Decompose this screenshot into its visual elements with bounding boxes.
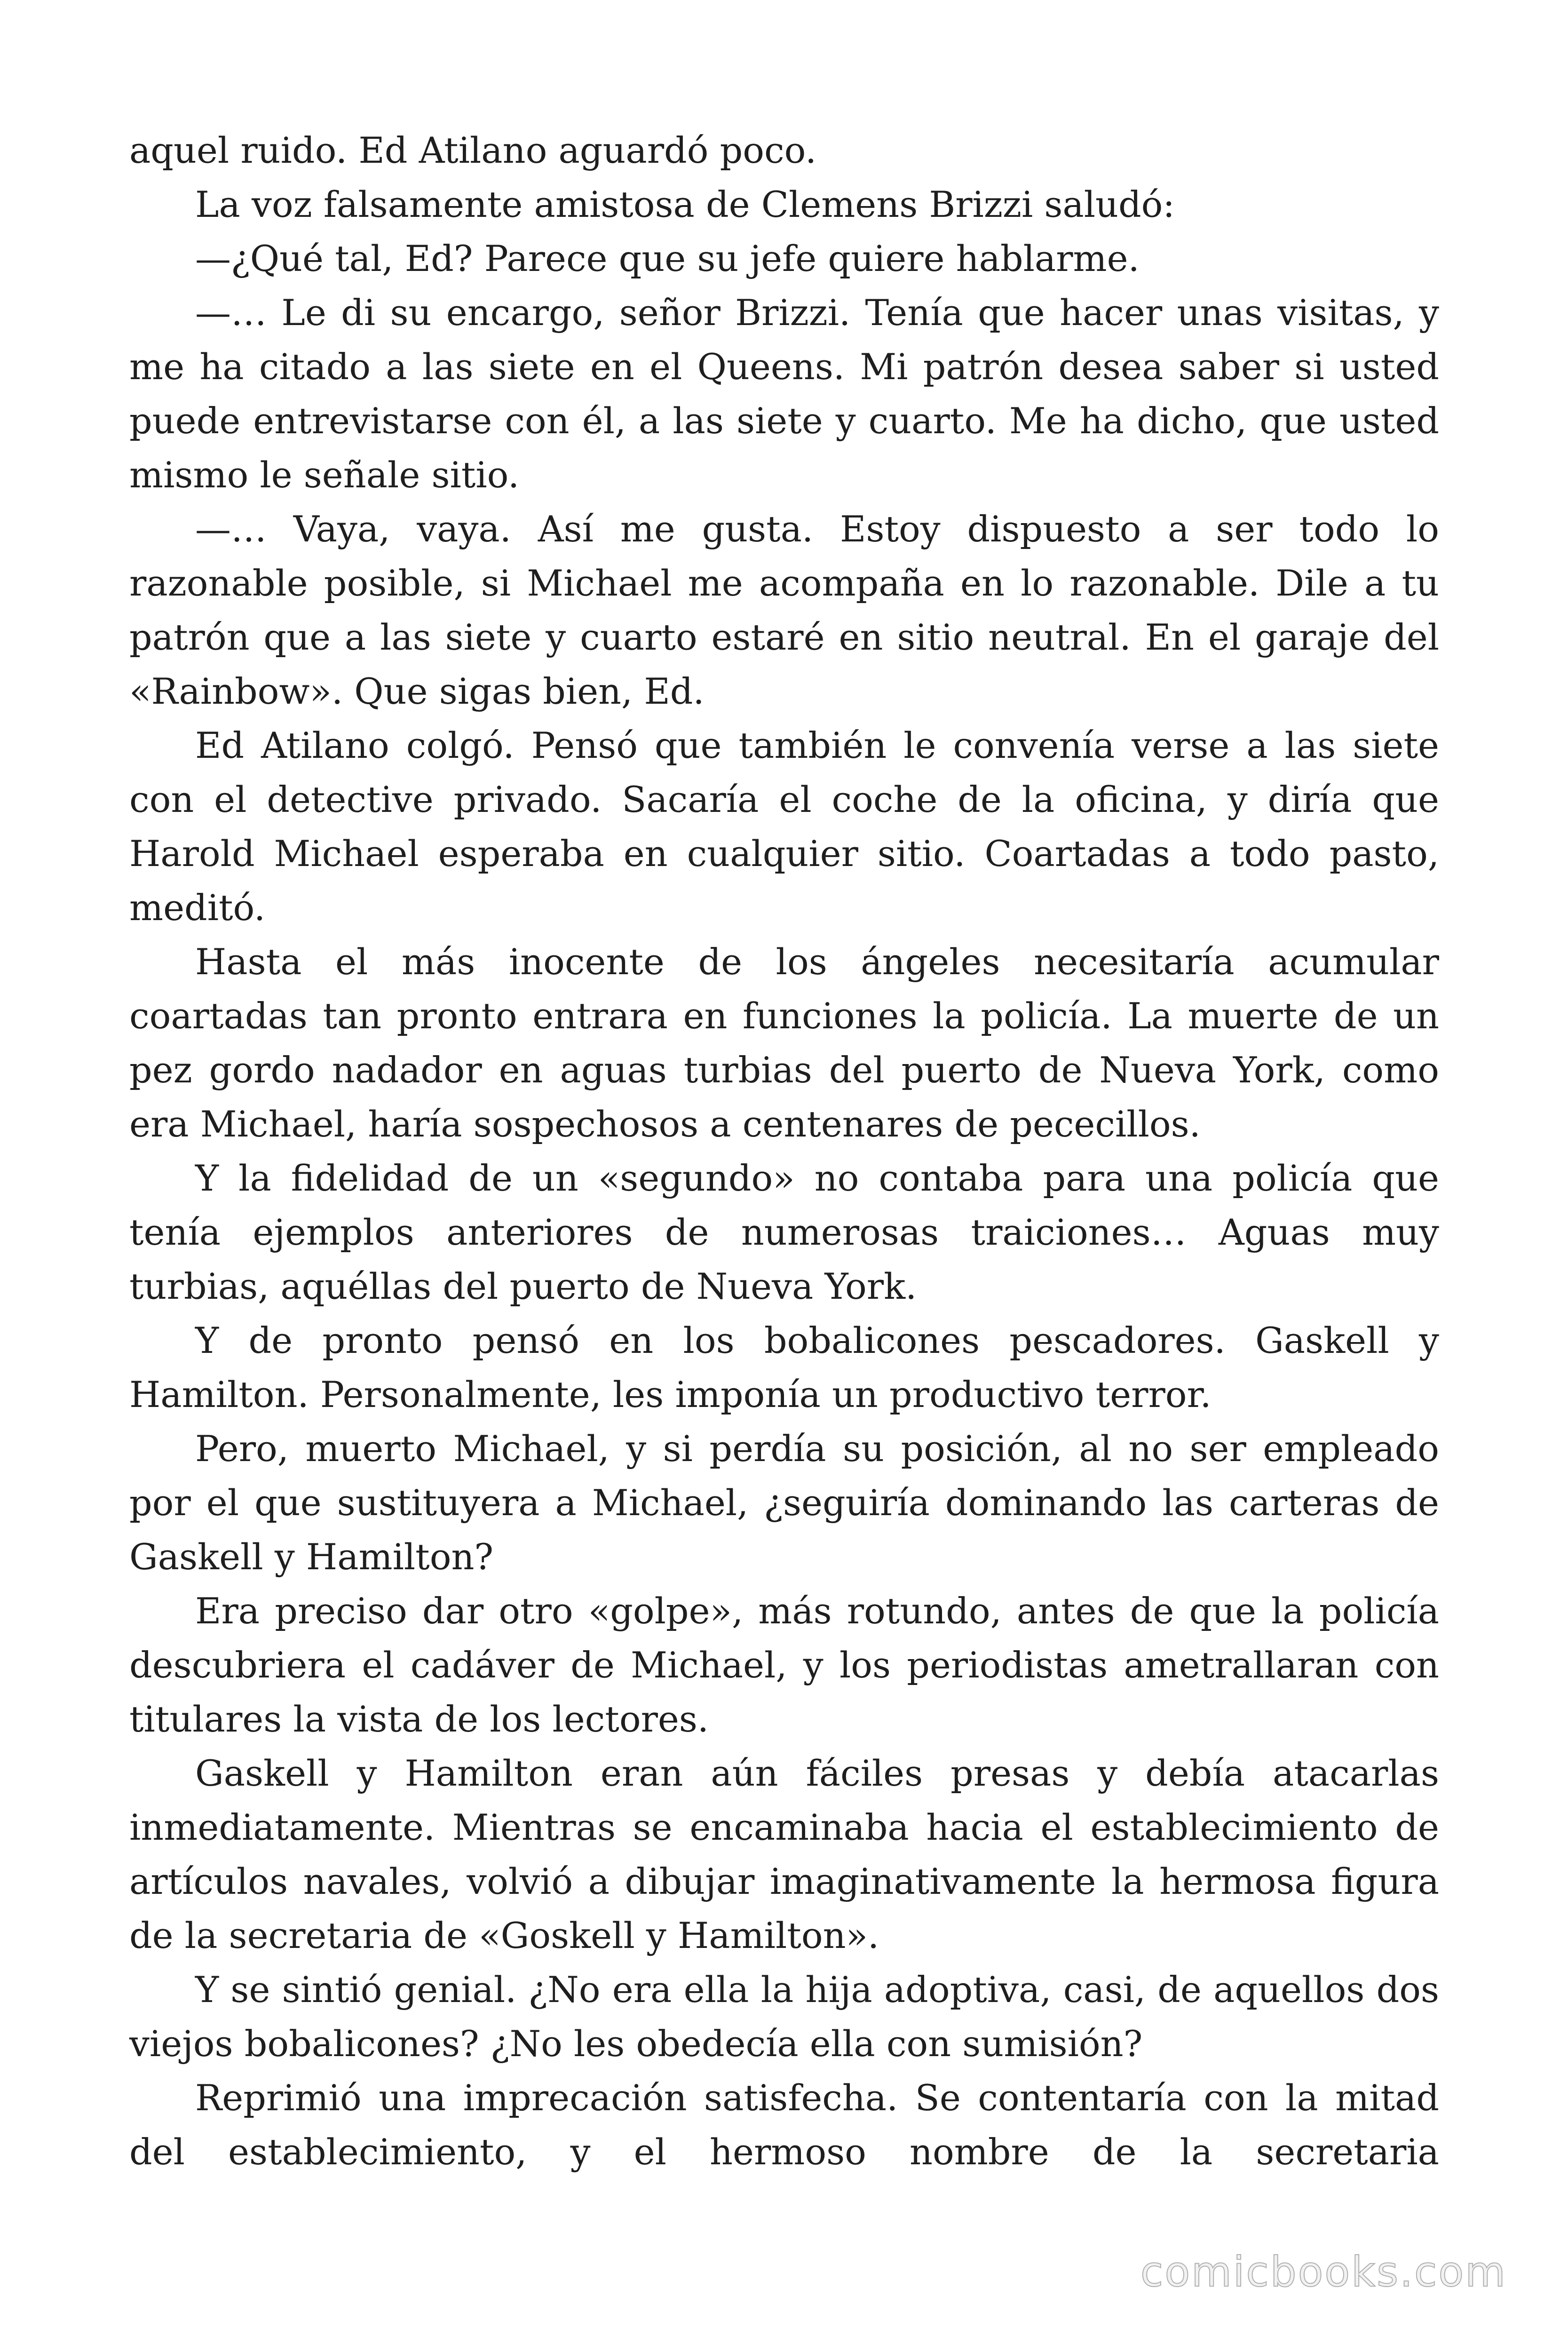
paragraph: aquel ruido. Ed Atilano aguardó poco. — [129, 129, 817, 171]
paragraph: —… Vaya, vaya. Así me gusta. Estoy dispuesto a ser todo lo razonable posible, si Michael me acompaña en lo razonable. Dile a tu patrón que a las siete y cuarto estaré en sitio neutral. En el garaje del «Rainbow». Que sigas bien, Ed. — [129, 508, 1439, 712]
paragraph: Y de pronto pensó en los bobalicones pescadores. Gaskell y Hamilton. Personalmente, les imponía un productivo terror. — [129, 1319, 1439, 1415]
paragraph: La voz falsamente amistosa de Clemens Brizzi saludó: — [195, 183, 1175, 225]
paragraph: —… Le di su encargo, señor Brizzi. Tenía que hacer unas visitas, y me ha citado a las siete en el Queens. Mi patrón desea saber si usted puede entrevistarse con él, a las siete y cuarto. Me ha dicho, que usted mismo le señale sitio. — [129, 292, 1439, 496]
paragraph: Era preciso dar otro «golpe», más rotundo, antes de que la policía descubriera el cadáver de Michael, y los periodistas ametrallaran con titulares la vista de los lectores. — [129, 1590, 1439, 1740]
paragraph: Pero, muerto Michael, y si perdía su posición, al no ser empleado por el que sustituyera a Michael, ¿seguiría dominando las carteras de Gaskell y Hamilton? — [129, 1428, 1439, 1578]
paragraph: Gaskell y Hamilton eran aún fáciles presas y debía atacarlas inmediatamente. Mientras se encaminaba hacia el establecimiento de artículos navales, volvió a dibujar imaginativamente la hermosa figura de la secretaria de «Goskell y Hamilton». — [129, 1752, 1439, 1956]
paragraph: Reprimió una imprecación satisfecha. Se contentaría con la mitad del establecimiento, y el hermoso nombre de la secretaria — [129, 2077, 1439, 2173]
watermark: comicbooks.com — [1140, 2248, 1507, 2296]
book-page-text — [129, 123, 1439, 2179]
paragraph: Hasta el más inocente de los ángeles necesitaría acumular coartadas tan pronto entrara en funciones la policía. La muerte de un pez gordo nadador en aguas turbias del puerto de Nueva York, como era Michael, haría sospechosos a centenares de pececillos. — [129, 941, 1439, 1145]
paragraph: Ed Atilano colgó. Pensó que también le convenía verse a las siete con el detective privado. Sacaría el coche de la oficina, y diría que Harold Michael esperaba en cualquier sitio. Coartadas a todo pasto, meditó. — [129, 724, 1439, 929]
paragraph: —¿Qué tal, Ed? Parece que su jefe quiere hablarme. — [195, 238, 1140, 279]
paragraph: Y se sintió genial. ¿No era ella la hija adoptiva, casi, de aquellos dos viejos bobalicones? ¿No les obedecía ella con sumisión? — [129, 1969, 1439, 2065]
paragraph: Y la fidelidad de un «segundo» no contaba para una policía que tenía ejemplos anteriores de numerosas traiciones… Aguas muy turbias, aquéllas del puerto de Nueva York. — [129, 1157, 1439, 1307]
